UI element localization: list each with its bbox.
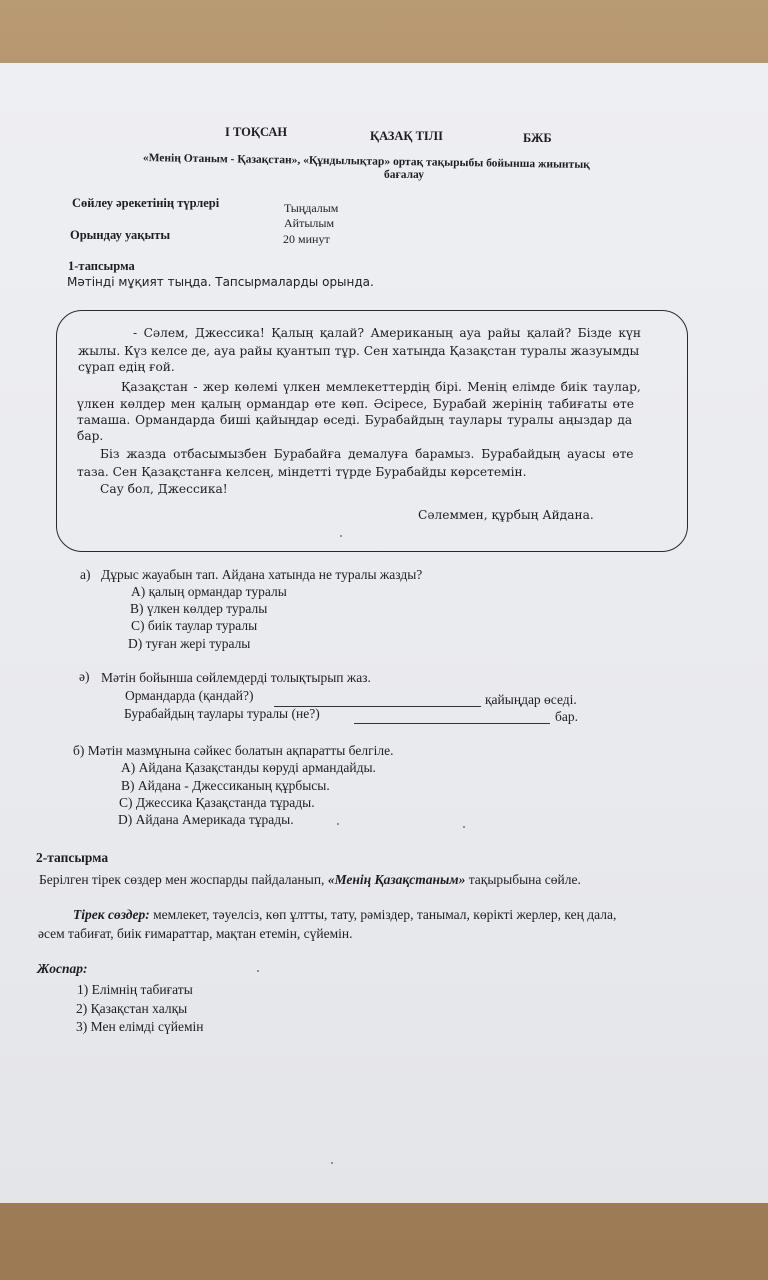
letter-line: - Сәлем, Джессика! Қалың қалай? Американың ауа райы қалай? Бізде күн (133, 326, 641, 340)
question-a-option: С) биік таулар туралы (131, 618, 258, 633)
paper-speck (463, 826, 465, 828)
subject-label: ҚАЗАҚ ТІЛІ (370, 129, 443, 143)
fill-line-2-start: Бурабайдың таулары туралы (не?) (124, 706, 320, 721)
letter-line: тамаша. Ормандарда биші қайыңдар өседі. Бурабайдың таулары туралы аңыздар да (77, 413, 633, 427)
question-b-option: А) Айдана Қазақстанды көруді армандайды. (121, 760, 376, 775)
task1-instruction: Мәтінді мұқият тыңда. Тапсырмаларды орында. (67, 275, 374, 289)
question-a-option: В) үлкен көлдер туралы (130, 601, 268, 616)
task2-title: 2-тапсырма (36, 850, 109, 865)
question-b-option: D) Айдана Америкада тұрады. (118, 812, 294, 827)
task2-instruction (39, 872, 581, 888)
title-line-1: «Менің Отаным - Қазақстан», «Құндылықтар» ортақ тақырыбы бойынша жиынтық (142, 152, 590, 172)
task2-topic: «Менің Қазақстаным» (327, 872, 466, 887)
keywords-line-2: әсем табиғат, биік ғимараттар, мақтан етемін, сүйемін. (38, 926, 353, 941)
paper-speck (340, 535, 342, 537)
letter-line: үлкен көлдер мен қалың ормандар өте көп. Әсіресе, Бурабай жерінің табиғаты өте (77, 397, 634, 411)
letter-signature: Сәлеммен, құрбың Айдана. (418, 508, 594, 522)
time-value: 20 минут (283, 232, 330, 246)
keywords-label: Тірек сөздер: (73, 907, 150, 922)
letter-line: Қазақстан - жер көлемі үлкен мемлекеттердің бірі. Менің елімде биік таулар, (121, 380, 641, 394)
keywords-text-1: мемлекет, тәуелсіз, көп ұлтты, тату, рәміздер, танымал, көрікті жерлер, кең дала, (153, 907, 617, 922)
fill-line-1-end: қайыңдар өседі. (485, 692, 577, 707)
plan-item: 2) Қазақстан халқы (76, 1001, 188, 1016)
question-a-text: Дұрыс жауабын тап. Айдана хатында не туралы жазды? (101, 567, 423, 582)
question-a-label: а) (80, 567, 91, 582)
letter-line: бар. (77, 429, 104, 443)
plan-label: Жоспар: (37, 961, 88, 976)
plan-item: 1) Елімнің табиғаты (77, 982, 193, 997)
question-a-option: А) қалың ормандар туралы (131, 584, 287, 599)
question-ae-text: Мәтін бойынша сөйлемдерді толықтырып жаз. (101, 670, 371, 685)
letter-line: сұрап едің ғой. (78, 360, 175, 374)
answer-blank-2[interactable] (354, 711, 550, 724)
speech-type-listening: Тыңдалым (284, 201, 339, 215)
question-b-option: В) Айдана - Джессиканың құрбысы. (121, 778, 330, 793)
paper-speck (331, 1162, 333, 1164)
paper-speck (337, 823, 339, 825)
question-ae-label: ә) (79, 669, 90, 684)
quarter-label: І ТОҚСАН (225, 125, 288, 139)
speech-types-label: Сөйлеу әрекетінің түрлері (72, 196, 220, 210)
time-label: Орындау уақыты (70, 228, 171, 242)
letter-line: таза. Сен Қазақстанға келсең, міндетті түрде Бурабайды көрсетемін. (77, 465, 527, 479)
title-line-2: бағалау (384, 169, 424, 181)
assessment-type: БЖБ (523, 131, 552, 145)
keywords-line-1 (73, 907, 616, 923)
question-b-text: б) Мәтін мазмұнына сәйкес болатын ақпаратты белгіле. (73, 743, 394, 758)
question-b-option: С) Джессика Қазақстанда тұрады. (119, 795, 315, 810)
paper-speck (257, 970, 259, 972)
letter-line: Біз жазда отбасымызбен Бурабайға демалуға барамыз. Бурабайдың ауасы өте (100, 447, 634, 461)
letter-line: жылы. Күз келсе де, ауа райы қуантып тұр. Сен хатыңда Қазақстан туралы жазуымды (78, 344, 640, 358)
fill-line-1-start: Ормандарда (қандай?) (125, 688, 254, 703)
task2-instruction-end: тақырыбына сөйле. (468, 872, 581, 887)
letter-line: Сау бол, Джессика! (100, 482, 228, 496)
task1-title: 1-тапсырма (68, 259, 135, 273)
question-a-option: D) туған жері туралы (128, 636, 251, 651)
fill-line-2-end: бар. (555, 709, 578, 724)
task2-instruction-start: Берілген тірек сөздер мен жоспарды пайдаланып, (39, 872, 325, 887)
speech-type-speaking: Айтылым (284, 216, 335, 230)
plan-item: 3) Мен елімді сүйемін (76, 1019, 204, 1034)
